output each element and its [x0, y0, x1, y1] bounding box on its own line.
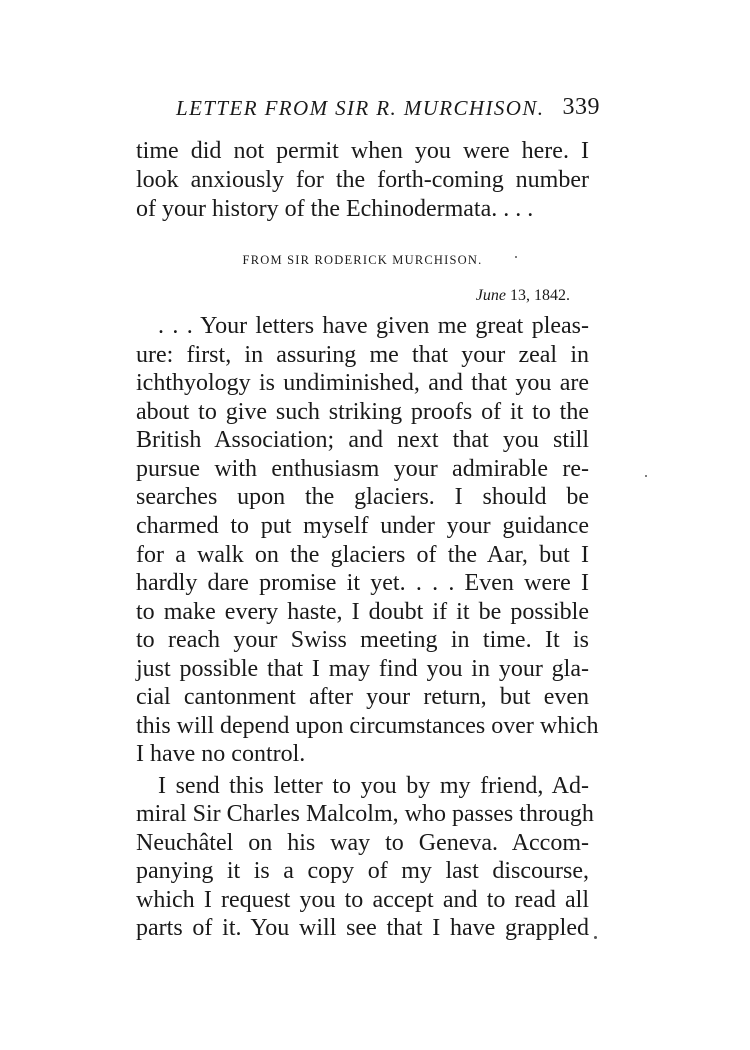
text-line: charmed to put myself under your guidance [136, 513, 589, 539]
text-line: look anxiously for the forth-coming number [136, 167, 589, 193]
text-line: to reach your Swiss meeting in time. It is [136, 627, 589, 653]
text-line: miral Sir Charles Malcolm, who passes through [136, 801, 594, 827]
text-line: ure: first, in assuring me that your zeal in [136, 342, 589, 368]
text-line: time did not permit when you were here. I [136, 138, 589, 164]
print-speck [515, 256, 517, 258]
page-number: 339 [562, 94, 600, 120]
print-speck [594, 936, 597, 939]
text-line: this will depend upon circumstances over which [136, 713, 599, 739]
text-line: British Association; and next that you still [136, 427, 589, 453]
text-line: ichthyology is undiminished, and that you are [136, 370, 589, 396]
text-line: hardly dare promise it yet. . . . Even were I [136, 570, 589, 596]
text-line: about to give such striking proofs of it to the [136, 399, 589, 425]
running-head [176, 96, 600, 126]
text-line: cial cantonment after your return, but even [136, 684, 589, 710]
text-line: parts of it. You will see that I have grappled [136, 915, 589, 941]
text-line: pursue with enthusiasm your admirable re- [136, 456, 589, 482]
text-line: I have no control. [136, 741, 306, 767]
text-line: I send this letter to you by my friend, Ad- [158, 773, 589, 799]
text-line: panying it is a copy of my last discourse, [136, 858, 589, 884]
text-line: of your history of the Echinodermata. . . . [136, 196, 534, 222]
letter-date-rest: 13, 1842. [510, 287, 570, 304]
letter-date [476, 286, 570, 306]
letter-heading: FROM SIR RODERICK MURCHISON. [242, 253, 483, 267]
running-title: LETTER FROM SIR R. MURCHISON. [176, 96, 545, 120]
text-line: . . . Your letters have given me great pleas- [158, 313, 589, 339]
letter-date-month: June [475, 287, 506, 304]
text-line: which I request you to accept and to read all [136, 887, 589, 913]
text-line: just possible that I may find you in your gla- [136, 656, 589, 682]
text-line: searches upon the glaciers. I should be [136, 484, 589, 510]
text-line: for a walk on the glaciers of the Aar, but I [136, 542, 589, 568]
print-speck [645, 475, 647, 477]
text-line: Neuchâtel on his way to Geneva. Accom- [136, 830, 589, 856]
text-line: to make every haste, I doubt if it be possible [136, 599, 589, 625]
